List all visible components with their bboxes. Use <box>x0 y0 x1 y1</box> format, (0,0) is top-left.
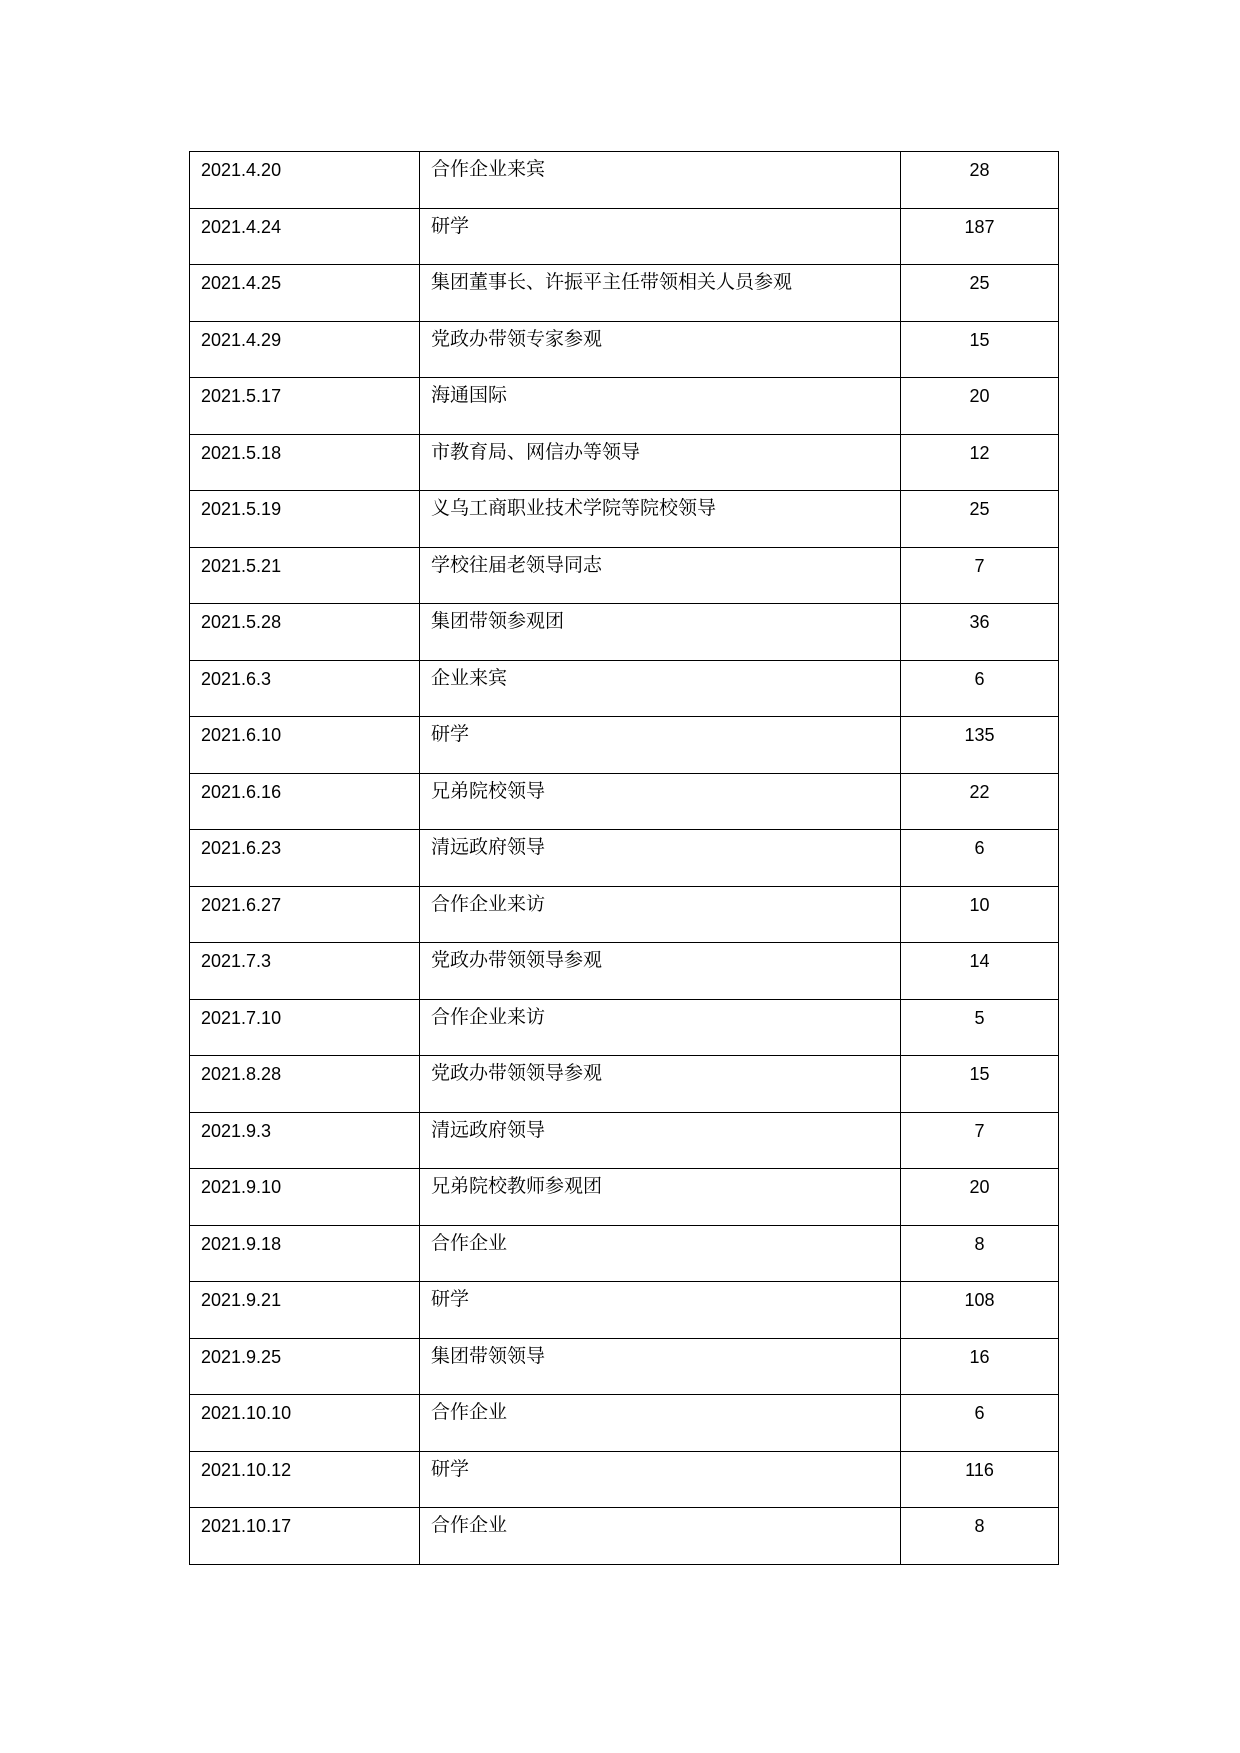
date-cell-text: 2021.10.10 <box>201 1403 292 1423</box>
description-cell <box>420 1508 901 1565</box>
table-row <box>190 830 1059 887</box>
date-cell <box>190 1508 420 1565</box>
date-cell <box>190 491 420 548</box>
table-row <box>190 604 1059 661</box>
date-cell <box>190 434 420 491</box>
visit-table <box>189 151 1059 1565</box>
date-cell-text: 2021.6.23 <box>201 838 282 858</box>
date-cell <box>190 208 420 265</box>
count-cell <box>901 999 1059 1056</box>
count-cell-text: 15 <box>969 1064 990 1084</box>
table-row <box>190 1225 1059 1282</box>
date-cell-text: 2021.4.24 <box>201 216 282 237</box>
count-cell <box>901 378 1059 435</box>
count-cell <box>901 1112 1059 1169</box>
count-cell <box>901 1225 1059 1282</box>
description-cell <box>420 660 901 717</box>
description-cell-text: 研学 <box>431 1457 470 1480</box>
description-cell <box>420 999 901 1056</box>
visit-table-body <box>190 152 1059 1565</box>
description-cell <box>420 1282 901 1339</box>
description-cell <box>420 1056 901 1113</box>
description-cell-text: 企业来宾 <box>431 666 508 689</box>
description-cell <box>420 773 901 830</box>
count-cell-text: 14 <box>969 951 990 971</box>
description-cell <box>420 1395 901 1452</box>
description-cell-text: 海通国际 <box>431 384 508 406</box>
date-cell-text: 2021.9.25 <box>201 1346 282 1367</box>
description-cell <box>420 830 901 887</box>
count-cell <box>901 547 1059 604</box>
description-cell-text: 集团带领参观团 <box>431 610 565 632</box>
date-cell <box>190 1338 420 1395</box>
description-cell <box>420 1112 901 1169</box>
date-cell-text: 2021.6.3 <box>201 668 272 689</box>
table-row <box>190 773 1059 830</box>
count-cell <box>901 830 1059 887</box>
date-cell-text: 2021.9.21 <box>201 1290 282 1310</box>
description-cell-text: 研学 <box>431 214 470 237</box>
description-cell <box>420 1451 901 1508</box>
description-cell-text: 清远政府领导 <box>431 1118 546 1141</box>
description-cell <box>420 378 901 435</box>
date-cell-text: 2021.6.16 <box>201 781 282 802</box>
table-row <box>190 1112 1059 1169</box>
count-cell-text: 7 <box>974 1120 985 1141</box>
count-cell <box>901 886 1059 943</box>
table-row <box>190 886 1059 943</box>
count-cell <box>901 1169 1059 1226</box>
description-cell-text: 学校往届老领导同志 <box>431 553 603 576</box>
description-cell-text: 合作企业来访 <box>431 892 546 915</box>
count-cell-text: 7 <box>974 555 985 576</box>
table-row <box>190 208 1059 265</box>
count-cell-text: 6 <box>974 838 985 858</box>
count-cell-text: 20 <box>969 1177 990 1197</box>
date-cell <box>190 321 420 378</box>
count-cell <box>901 1395 1059 1452</box>
date-cell-text: 2021.9.3 <box>201 1120 272 1141</box>
date-cell-text: 2021.5.21 <box>201 555 282 576</box>
date-cell-text: 2021.9.18 <box>201 1233 282 1254</box>
count-cell-text: 116 <box>965 1459 994 1480</box>
description-cell-text: 清远政府领导 <box>431 836 546 858</box>
description-cell <box>420 491 901 548</box>
count-cell-text: 6 <box>974 1403 985 1423</box>
description-cell-text: 兄弟院校领导 <box>431 779 546 802</box>
count-cell-text: 135 <box>964 725 995 745</box>
date-cell <box>190 265 420 322</box>
description-cell-text: 合作企业 <box>431 1514 508 1536</box>
count-cell <box>901 1508 1059 1565</box>
description-cell-text: 集团带领领导 <box>431 1344 546 1367</box>
description-cell <box>420 547 901 604</box>
count-cell <box>901 1282 1059 1339</box>
date-cell-text: 2021.5.28 <box>201 612 282 632</box>
date-cell <box>190 1056 420 1113</box>
description-cell <box>420 717 901 774</box>
description-cell <box>420 943 901 1000</box>
count-cell <box>901 604 1059 661</box>
date-cell-text: 2021.4.29 <box>201 329 282 350</box>
description-cell <box>420 1338 901 1395</box>
table-row <box>190 1451 1059 1508</box>
table-row <box>190 152 1059 209</box>
count-cell-text: 187 <box>964 216 995 237</box>
table-row <box>190 717 1059 774</box>
date-cell <box>190 604 420 661</box>
count-cell-text: 8 <box>974 1516 985 1536</box>
date-cell-text: 2021.7.10 <box>201 1007 282 1028</box>
count-cell <box>901 152 1059 209</box>
date-cell-text: 2021.5.18 <box>201 442 282 463</box>
date-cell <box>190 773 420 830</box>
date-cell <box>190 999 420 1056</box>
count-cell <box>901 660 1059 717</box>
date-cell <box>190 717 420 774</box>
date-cell <box>190 886 420 943</box>
count-cell-text: 5 <box>974 1007 985 1028</box>
description-cell <box>420 321 901 378</box>
description-cell <box>420 604 901 661</box>
description-cell-text: 党政办带领领导参观 <box>431 949 603 971</box>
count-cell <box>901 208 1059 265</box>
count-cell <box>901 1451 1059 1508</box>
count-cell-text: 12 <box>969 442 990 463</box>
count-cell-text: 15 <box>969 329 990 350</box>
count-cell-text: 108 <box>964 1290 995 1310</box>
table-row <box>190 1056 1059 1113</box>
date-cell <box>190 830 420 887</box>
count-cell-text: 20 <box>969 386 990 406</box>
date-cell <box>190 1112 420 1169</box>
count-cell-text: 25 <box>969 273 990 293</box>
description-cell-text: 兄弟院校教师参观团 <box>431 1175 603 1197</box>
table-row <box>190 321 1059 378</box>
table-row <box>190 265 1059 322</box>
date-cell <box>190 1225 420 1282</box>
table-row <box>190 1395 1059 1452</box>
date-cell-text: 2021.10.17 <box>201 1516 292 1536</box>
table-row <box>190 1169 1059 1226</box>
description-cell-text: 党政办带领专家参观 <box>431 327 603 350</box>
count-cell <box>901 717 1059 774</box>
table-row <box>190 943 1059 1000</box>
description-cell-text: 集团董事长、许振平主任带领相关人员参观 <box>431 271 793 293</box>
description-cell-text: 研学 <box>431 1288 470 1310</box>
description-cell-text: 合作企业 <box>431 1231 508 1254</box>
count-cell <box>901 1338 1059 1395</box>
table-row <box>190 547 1059 604</box>
table-row <box>190 1338 1059 1395</box>
count-cell-text: 28 <box>969 160 990 180</box>
description-cell <box>420 265 901 322</box>
description-cell-text: 合作企业 <box>431 1401 508 1423</box>
count-cell-text: 10 <box>969 894 990 915</box>
count-cell-text: 36 <box>969 612 990 632</box>
date-cell-text: 2021.9.10 <box>201 1177 282 1197</box>
date-cell-text: 2021.6.10 <box>201 725 282 745</box>
table-row <box>190 491 1059 548</box>
date-cell-text: 2021.7.3 <box>201 951 272 971</box>
description-cell <box>420 1225 901 1282</box>
count-cell <box>901 321 1059 378</box>
date-cell <box>190 943 420 1000</box>
count-cell <box>901 943 1059 1000</box>
count-cell <box>901 773 1059 830</box>
date-cell-text: 2021.5.17 <box>201 386 282 406</box>
date-cell-text: 2021.4.25 <box>201 273 282 293</box>
description-cell-text: 研学 <box>431 723 470 745</box>
description-cell <box>420 152 901 209</box>
table-row <box>190 1282 1059 1339</box>
count-cell <box>901 491 1059 548</box>
description-cell-text: 合作企业来宾 <box>431 158 546 180</box>
description-cell <box>420 1169 901 1226</box>
description-cell <box>420 886 901 943</box>
table-row <box>190 660 1059 717</box>
date-cell <box>190 1395 420 1452</box>
description-cell-text: 党政办带领领导参观 <box>431 1062 603 1084</box>
description-cell-text: 合作企业来访 <box>431 1005 546 1028</box>
count-cell-text: 16 <box>969 1346 990 1367</box>
date-cell <box>190 152 420 209</box>
count-cell <box>901 434 1059 491</box>
table-row <box>190 378 1059 435</box>
date-cell <box>190 1451 420 1508</box>
date-cell <box>190 1282 420 1339</box>
date-cell <box>190 378 420 435</box>
count-cell-text: 6 <box>974 668 985 689</box>
table-row <box>190 999 1059 1056</box>
date-cell-text: 2021.5.19 <box>201 499 282 519</box>
date-cell-text: 2021.6.27 <box>201 894 282 915</box>
count-cell <box>901 265 1059 322</box>
date-cell-text: 2021.4.20 <box>201 160 282 180</box>
count-cell-text: 25 <box>969 499 990 519</box>
date-cell <box>190 1169 420 1226</box>
count-cell-text: 8 <box>974 1233 985 1254</box>
date-cell-text: 2021.8.28 <box>201 1064 282 1084</box>
table-row <box>190 1508 1059 1565</box>
description-cell <box>420 434 901 491</box>
table-row <box>190 434 1059 491</box>
description-cell-text: 义乌工商职业技术学院等院校领导 <box>431 497 717 519</box>
date-cell <box>190 547 420 604</box>
description-cell <box>420 208 901 265</box>
date-cell <box>190 660 420 717</box>
count-cell <box>901 1056 1059 1113</box>
count-cell-text: 22 <box>969 781 990 802</box>
description-cell-text: 市教育局、网信办等领导 <box>431 440 641 463</box>
date-cell-text: 2021.10.12 <box>201 1459 292 1480</box>
